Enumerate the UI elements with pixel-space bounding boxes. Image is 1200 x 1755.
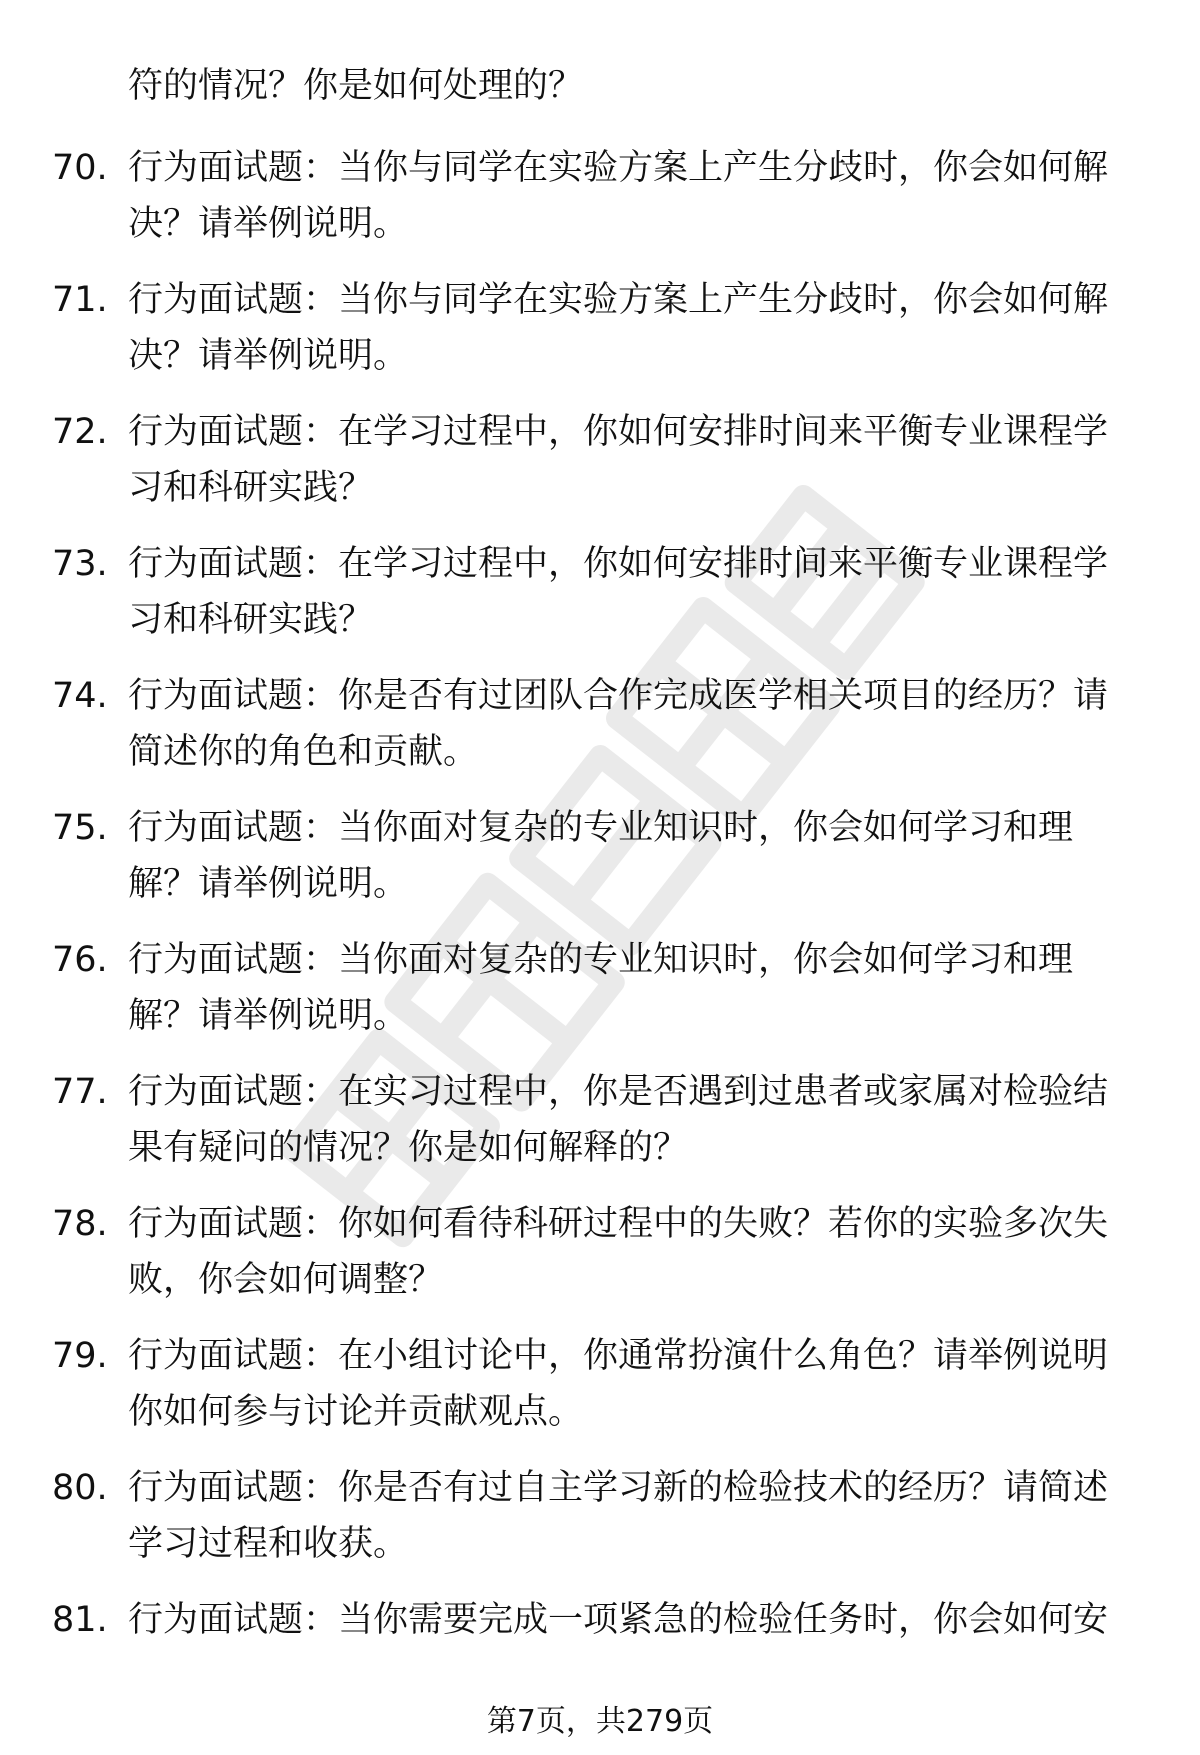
question-number: 78.: [52, 1204, 108, 1244]
question-item: [0, 1328, 1138, 1440]
question-list: [0, 140, 1200, 1668]
question-number: 77.: [52, 1072, 108, 1112]
question-text: 行为面试题：当你与同学在实验方案上产生分歧时，你会如何解决？请举例说明。: [128, 148, 1109, 244]
question-number: 75.: [52, 808, 108, 848]
question-number: 80.: [52, 1468, 108, 1508]
question-item: [0, 272, 1138, 384]
question-text: 行为面试题：你是否有过团队合作完成医学相关项目的经历？请简述你的角色和贡献。: [128, 676, 1109, 772]
question-number: 76.: [52, 940, 108, 980]
question-item: [0, 1064, 1138, 1176]
question-item: [0, 932, 1138, 1044]
question-item: [0, 800, 1138, 912]
question-number: 79.: [52, 1336, 108, 1376]
question-text: 行为面试题：当你面对复杂的专业知识时，你会如何学习和理解？请举例说明。: [128, 940, 1074, 1036]
continuation-text: 符的情况？你是如何处理的？: [128, 66, 584, 106]
question-item: [0, 668, 1138, 780]
question-text: 行为面试题：在学习过程中，你如何安排时间来平衡专业课程学习和科研实践？: [128, 412, 1109, 508]
question-text: 行为面试题：在小组讨论中，你通常扮演什么角色？请举例说明你如何参与讨论并贡献观点。: [128, 1336, 1109, 1432]
question-text: 行为面试题：你如何看待科研过程中的失败？若你的实验多次失败，你会如何调整？: [128, 1204, 1109, 1300]
question-item: [0, 140, 1138, 252]
question-item: [0, 1460, 1138, 1572]
question-text: 行为面试题：你是否有过自主学习新的检验技术的经历？请简述学习过程和收获。: [128, 1468, 1109, 1564]
question-text: 行为面试题：在学习过程中，你如何安排时间来平衡专业课程学习和科研实践？: [128, 544, 1109, 640]
question-text: 行为面试题：当你与同学在实验方案上产生分歧时，你会如何解决？请举例说明。: [128, 280, 1109, 376]
question-text: 行为面试题：当你面对复杂的专业知识时，你会如何学习和理解？请举例说明。: [128, 808, 1074, 904]
question-item: [0, 1592, 1138, 1648]
question-text: 行为面试题：当你需要完成一项紧急的检验任务时，你会如何安: [128, 1600, 1109, 1640]
question-item: [0, 404, 1138, 516]
question-item: [0, 536, 1138, 648]
question-number: 74.: [52, 676, 108, 716]
question-number: 73.: [52, 544, 108, 584]
question-item: [0, 1196, 1138, 1308]
question-number: 70.: [52, 148, 108, 188]
question-number: 71.: [52, 280, 108, 320]
question-number: 81.: [52, 1600, 108, 1640]
page-footer: 第7页，共279页: [486, 1704, 714, 1739]
question-number: 72.: [52, 412, 108, 452]
question-text: 行为面试题：在实习过程中，你是否遇到过患者或家属对检验结果有疑问的情况？你是如何解释的？: [128, 1072, 1109, 1168]
